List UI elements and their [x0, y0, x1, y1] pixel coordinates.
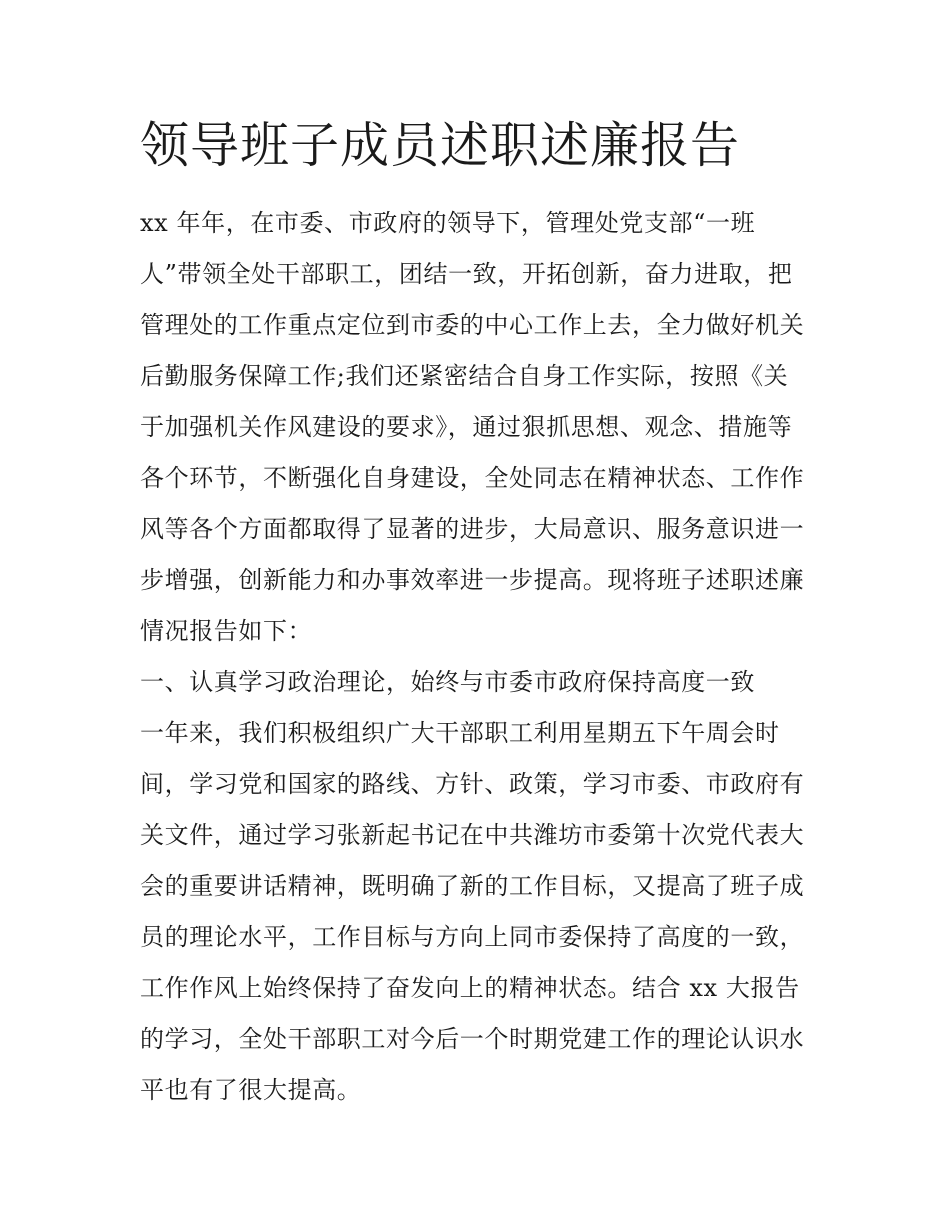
paragraph-line: 风等各个方面都取得了显著的进步，大局意识、服务意识进一 — [140, 515, 805, 543]
paragraph-line: 关文件，通过学习张新起书记在中共潍坊市委第十次党代表大 — [140, 821, 805, 849]
paragraph-line: 情况报告如下： — [140, 617, 313, 645]
section-heading: 一、认真学习政治理论，始终与市委市政府保持高度一致 — [140, 668, 755, 696]
paragraph-line: 步增强，创新能力和办事效率进一步提高。现将班子述职述廉 — [140, 566, 805, 594]
paragraph-line: 工作作风上始终保持了奋发向上的精神状态。结合 xx 大报告 — [140, 974, 800, 1002]
paragraph-line: 员的理论水平，工作目标与方向上同市委保持了高度的一致， — [140, 923, 805, 951]
paragraph-line: 平也有了很大提高。 — [140, 1076, 362, 1104]
paragraph-line: 各个环节，不断强化自身建设，全处同志在精神状态、工作作 — [140, 464, 805, 492]
paragraph-line: xx 年年，在市委、市政府的领导下，管理处党支部“一班 — [140, 209, 756, 237]
paragraph-line: 间，学习党和国家的路线、方针、政策，学习市委、市政府有 — [140, 770, 805, 798]
paragraph-line: 后勤服务保障工作;我们还紧密结合自身工作实际，按照《关 — [140, 362, 789, 390]
document-title: 领导班子成员述职述廉报告 — [140, 117, 741, 174]
paragraph-line: 一年来，我们积极组织广大干部职工利用星期五下午周会时 — [140, 719, 780, 747]
paragraph-line: 会的重要讲话精神，既明确了新的工作目标，又提高了班子成 — [140, 872, 805, 900]
paragraph-line: 管理处的工作重点定位到市委的中心工作上去，全力做好机关 — [140, 311, 805, 339]
document-body — [140, 198, 820, 1116]
paragraph-line: 于加强机关作风建设的要求》，通过狠抓思想、观念、措施等 — [140, 413, 793, 441]
paragraph-line: 的学习，全处干部职工对今后一个时期党建工作的理论认识水 — [140, 1025, 805, 1053]
paragraph-line: 人”带领全处干部职工，团结一致，开拓创新，奋力进取，把 — [140, 260, 793, 288]
